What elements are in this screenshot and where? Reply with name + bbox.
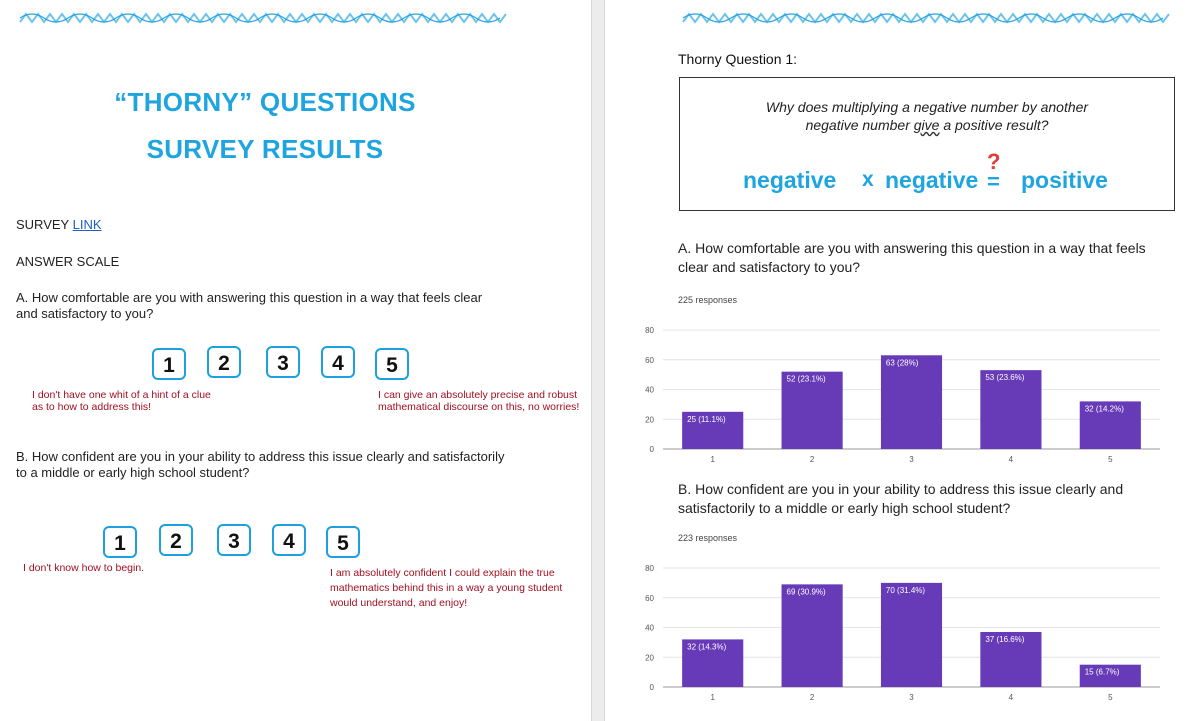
question-line2 <box>680 116 1174 134</box>
chart-b-xtick-label-3: 3 <box>909 693 914 702</box>
chart-b-ytick-label-3: 60 <box>645 593 654 603</box>
chart-b-xtick-label-5: 5 <box>1108 693 1113 702</box>
chart-a-bar-label-3: 63 (28%) <box>885 358 919 368</box>
survey-link[interactable]: LINK <box>72 217 102 232</box>
chart-a-xtick-label-3: 3 <box>909 455 914 464</box>
scale-a-box-4: 4 <box>321 346 355 378</box>
chart-b-xtick-label-2: 2 <box>809 693 815 702</box>
question-line1: Why does multiplying a negative number by another <box>765 99 1089 115</box>
scale-b-box-5: 5 <box>326 526 360 558</box>
equation-left-term: negative <box>743 167 837 193</box>
question-b-text: B. How confident are you in your ability to address this issue clearly and satisfactorily to a middle or early high school student? <box>16 449 505 480</box>
equation-right-term: negative <box>885 167 979 193</box>
chart-a-xtick-label-4: 4 <box>1008 455 1014 464</box>
chart-b <box>645 528 1175 708</box>
chart-a-xtick-label-2: 2 <box>809 455 815 464</box>
page-gutter <box>591 0 605 721</box>
chart-b-ytick-label-0: 0 <box>649 683 654 692</box>
equation-equals-sign: = <box>987 169 1000 194</box>
scale-a-box-2: 2 <box>207 346 241 378</box>
scale-a-box-5: 5 <box>375 348 409 380</box>
survey-label: SURVEY <box>16 217 69 232</box>
chart-b-ytick-label-4: 80 <box>645 564 654 573</box>
answer-scale-heading: ANSWER SCALE <box>16 254 120 269</box>
chart-b-question: B. How confident are you in your ability to address this issue clearly and satisfactorily to a middle or early high school student? <box>678 481 1124 516</box>
chart-b-bar-label-1: 32 (14.3%) <box>687 642 727 652</box>
chart-b-xtick-label-1: 1 <box>710 693 715 702</box>
chart-a-ytick-label-2: 40 <box>645 385 654 395</box>
scale-b-high-note: I am absolutely confident I could explain the true mathematics behind this in a way a young student would understand, and enjoy! <box>330 567 563 609</box>
scale-a-box-1: 1 <box>152 348 186 380</box>
scale-b-box-2: 2 <box>159 524 193 556</box>
chart-a-ytick-label-4: 80 <box>645 326 654 335</box>
scale-a-box-3: 3 <box>266 346 300 378</box>
chart-a-bar-label-5: 32 (14.2%) <box>1084 404 1124 414</box>
question-box <box>679 77 1175 211</box>
scale-a-high-note: I can give an absolutely precise and robust mathematical discourse on this, no worries! <box>378 389 580 413</box>
question-line2-post: a positive result? <box>939 117 1049 133</box>
equation-times-sign: x <box>862 168 874 191</box>
chart-a-bar-label-1: 25 (11.1%) <box>687 414 726 424</box>
question-line2-pre: negative number <box>805 117 914 133</box>
chart-b-bar-3 <box>881 583 942 687</box>
right-page <box>605 0 1200 721</box>
chart-b-bar-2 <box>782 584 843 687</box>
chart-a-xtick-label-5: 5 <box>1108 455 1113 464</box>
decorative-border-icon <box>20 8 510 28</box>
chart-b-bar-label-5: 15 (6.7%) <box>1084 667 1120 677</box>
question-a-text: A. How comfortable are you with answering this question in a way that feels clear and satisfactory to you? <box>16 290 483 321</box>
question-mark-icon: ? <box>987 149 1001 174</box>
survey-link-row <box>16 217 102 233</box>
chart-a-question: A. How comfortable are you with answering this question in a way that feels clear and satisfactory to you? <box>678 240 1146 275</box>
scale-b-low-note: I don't know how to begin. <box>23 562 145 574</box>
equation-result: positive <box>1021 167 1108 193</box>
chart-a-bar-3 <box>881 355 942 449</box>
question-line2-wavy-word: give <box>913 117 940 133</box>
scale-b-box-4: 4 <box>272 524 306 556</box>
chart-a <box>645 290 1175 470</box>
page-title-line2: SURVEY RESULTS <box>146 134 384 164</box>
chart-a-ytick-label-3: 60 <box>645 355 654 365</box>
chart-b-ytick-label-2: 40 <box>645 623 654 633</box>
left-page <box>0 0 591 721</box>
chart-b-bar-label-4: 37 (16.6%) <box>985 634 1025 644</box>
scale-a-low-note: I don't have one whit of a hint of a clue as to how to address this! <box>32 389 211 413</box>
page-title-line1: “THORNY” QUESTIONS <box>114 87 416 117</box>
chart-b-ytick-label-1: 20 <box>645 653 654 663</box>
scale-b-box-1: 1 <box>103 526 137 558</box>
chart-a-xtick-label-1: 1 <box>710 455 715 464</box>
chart-b-bar-label-2: 69 (30.9%) <box>786 587 826 597</box>
question-text <box>680 98 1174 134</box>
chart-a-ytick-label-0: 0 <box>649 445 654 454</box>
chart-b-bar-label-3: 70 (31.4%) <box>885 585 926 595</box>
chart-b-responses-count: 223 responses <box>678 533 738 543</box>
thorny-question-heading: Thorny Question 1: <box>678 51 798 67</box>
chart-a-bar-label-4: 53 (23.6%) <box>985 373 1025 383</box>
chart-a-bar-label-2: 52 (23.1%) <box>786 374 826 384</box>
scale-b-box-3: 3 <box>217 524 251 556</box>
decorative-border-icon <box>683 8 1173 28</box>
chart-b-xtick-label-4: 4 <box>1008 693 1014 702</box>
chart-a-responses-count: 225 responses <box>678 295 738 305</box>
chart-a-ytick-label-1: 20 <box>645 415 654 425</box>
